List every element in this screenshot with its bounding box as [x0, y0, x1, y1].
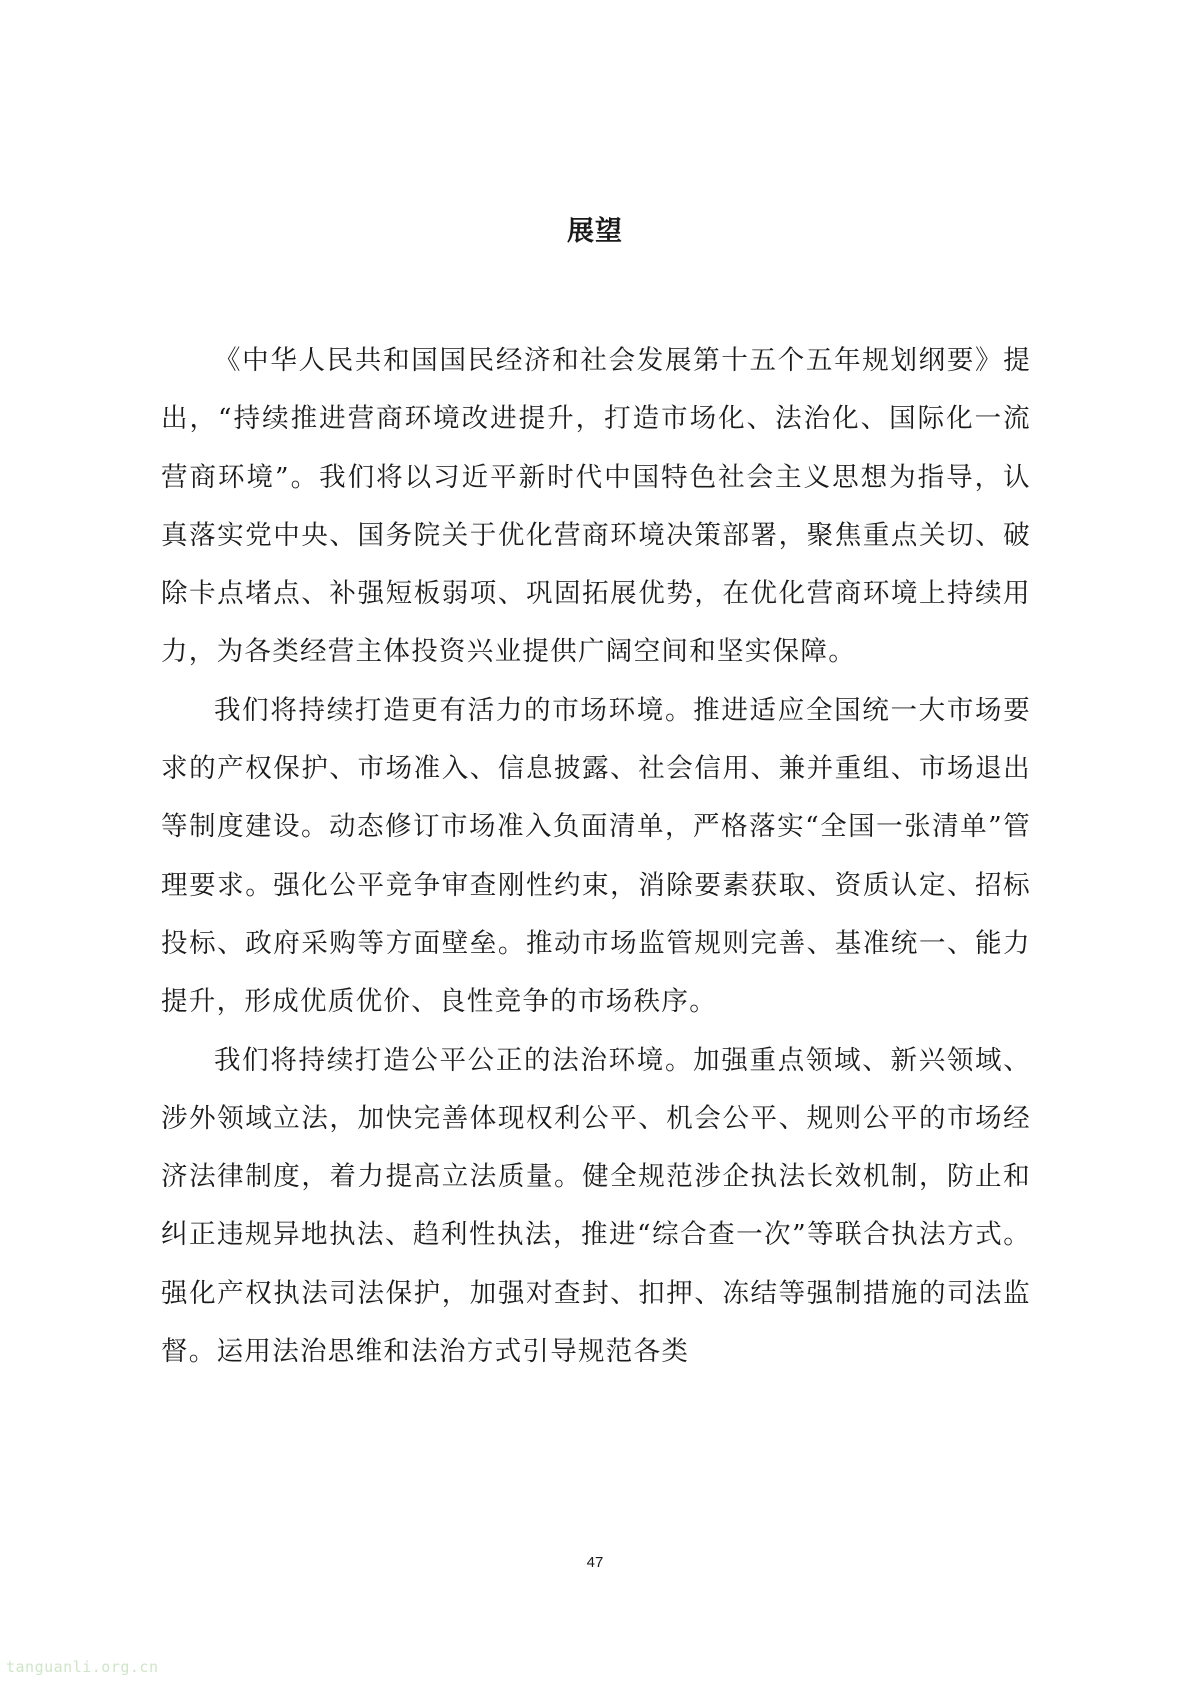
paragraph-legal-environment: 我们将持续打造公平公正的法治环境。加强重点领域、新兴领域、涉外领域立法，加快完善体现权利公平、机会公平、规则公平的市场经济法律制度，着力提高立法质量。健全规范涉企执法长效机制，防止和纠正违规异地执法、趋利性执法，推进“综合查一次”等联合执法方式。强化产权执法司法保护，加强对查封、扣押、冻结等强制措施的司法监督。运用法治思维和法治方式引导规范各类: [161, 1044, 1031, 1368]
paragraph-intro: 《中华人民共和国国民经济和社会发展第十五个五年规划纲要》提出，“持续推进营商环境改进提升，打造市场化、法治化、国际化一流营商环境”。我们将以习近平新时代中国特色社会主义思想为指导，认真落实党中央、国务院关于优化营商环境决策部署，聚焦重点关切、破除卡点堵点、补强短板弱项、巩固拓展优势，在优化营商环境上持续用力，为各类经营主体投资兴业提供广阔空间和坚实保障。: [161, 345, 1031, 668]
page-title: 展望: [567, 216, 623, 247]
page-number: 47: [586, 1554, 604, 1571]
paragraph-market-environment: 我们将持续打造更有活力的市场环境。推进适应全国统一大市场要求的产权保护、市场准入、信息披露、社会信用、兼并重组、市场退出等制度建设。动态修订市场准入负面清单，严格落实“全国一张清单”管理要求。强化公平竞争审查刚性约束，消除要素获取、资质认定、招标投标、政府采购等方面壁垒。推动市场监管规则完善、基准统一、能力提升，形成优质优价、良性竞争的市场秩序。: [161, 694, 1031, 1018]
body-text: [161, 332, 1031, 1381]
watermark: tanguanli.org.cn: [6, 1658, 159, 1676]
